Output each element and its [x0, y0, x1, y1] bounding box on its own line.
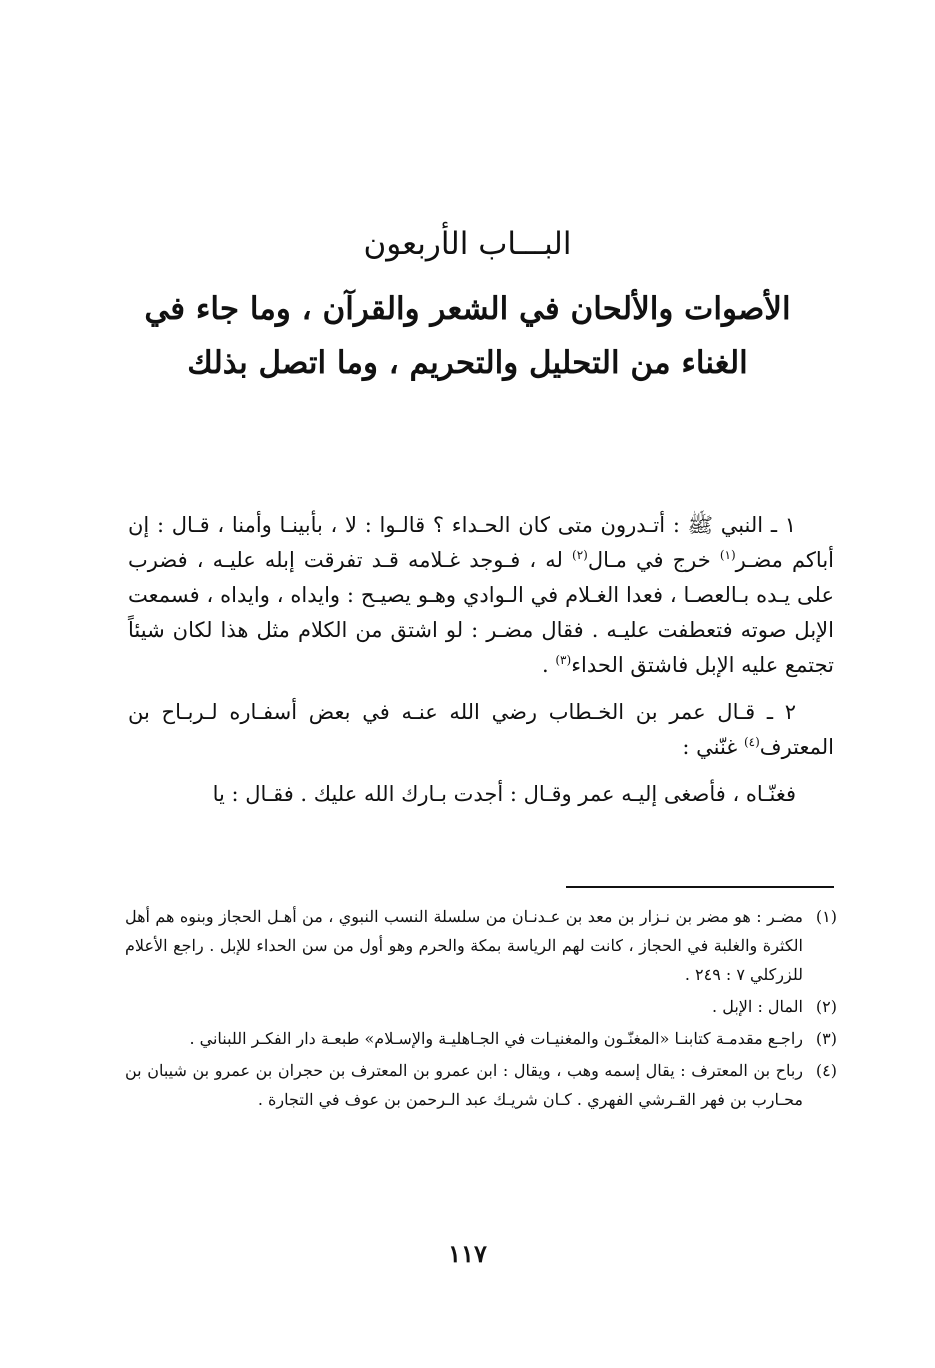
footnote-ref-2: (٢): [572, 548, 588, 562]
footnote-4: [125, 1056, 837, 1114]
paragraph-1-text-b: خرج في مـال: [587, 548, 720, 572]
footnote-3: [125, 1024, 837, 1053]
footnote-text: رباح بن المعترف : يقال إسمه وهب ، ويقال : ابن عمرو بن المعترف بن حجران بن عمرو بن شيبان بن محـارب بن فهر القـرشي الفهري . كـان شريـك عبد الـرحمن بن عوف في التجارة .: [125, 1061, 803, 1109]
footnotes: [125, 902, 837, 1117]
footnote-text: مضـر : هو مضر بن نـزار بن معد بن عـدنـان من سلسلة النسب النبوي ، من أهـل الحجاز وبنوه هم أهل الكثرة والغلبة في الحجاز ، كانت لهم الرياسة بمكة والحرم وهو أول من سن الحداء للإبل . راجع الأعلام للزركلي ٧ : ٢٤٩ .: [125, 907, 803, 984]
body-text: [128, 508, 834, 812]
footnote-divider: [566, 886, 834, 888]
footnote-ref-3: (٣): [555, 653, 572, 667]
footnote-number: (٢): [815, 997, 837, 1016]
footnote-number: (٣): [815, 1029, 837, 1048]
chapter-title: الأصوات والألحان في الشعر والقرآن ، وما جاء في الغناء من التحليل والتحريم ، وما اتصل بذلك: [144, 291, 791, 381]
paragraph-2-text-a: ٢ ـ قـال عمر بن الخـطاب رضي الله عنـه في بعض أسفـاره لـربـاح بن المعترف: [128, 700, 834, 759]
paragraph-3: فغنّـاه ، فأصغى إليـه عمر وقـال : أجدت بـارك الله عليك . فقـال : يا: [212, 782, 796, 806]
footnote-number: (١): [815, 907, 837, 926]
footnote-ref-1: (١): [719, 548, 736, 562]
paragraph-1-text-a: ١ ـ النبي ﷺ : أتـدرون متى كان الحـداء ؟ قالـوا : لا ، بأبينـا وأمنا ، قـال : إن أباكم مضـر: [128, 513, 834, 572]
footnote-number: (٤): [815, 1061, 837, 1080]
paragraph-1: [128, 508, 834, 683]
paragraph-2: [128, 695, 834, 765]
footnote-1: [125, 902, 837, 989]
paragraph-1-text-d: .: [542, 653, 556, 677]
footnote-text: المال : الإبل .: [712, 997, 803, 1016]
footnote-text: راجـع مقدمـة كتابنـا «المغنّـون والمغنيـات في الجـاهليـة والإسـلام» طبعـة دار الفكـر اللبناني .: [189, 1029, 803, 1048]
paragraph-2-text-b: غنّني :: [682, 735, 744, 759]
chapter-label: البـــاب الأربعون: [363, 226, 572, 262]
paragraph-1-text-c: له ، فـوجد غـلامه قـد تفرقت إبله عليـه ، فضرب على يـده بـالعصـا ، فعدا الغـلام في الـوادي وهـو يصيـح : وايداه ، وايداه ، فسمعت الإبل صوته فتعطفت عليـه . فقال مضـر : لو اشتق من الكلام مثل هذا لكان شيئاً تجتمع عليه الإبل فاشتق الحداء: [128, 548, 834, 677]
footnote-2: [125, 992, 837, 1021]
footnote-ref-4: (٤): [743, 735, 760, 749]
page-number: ١١٧: [448, 1239, 487, 1268]
